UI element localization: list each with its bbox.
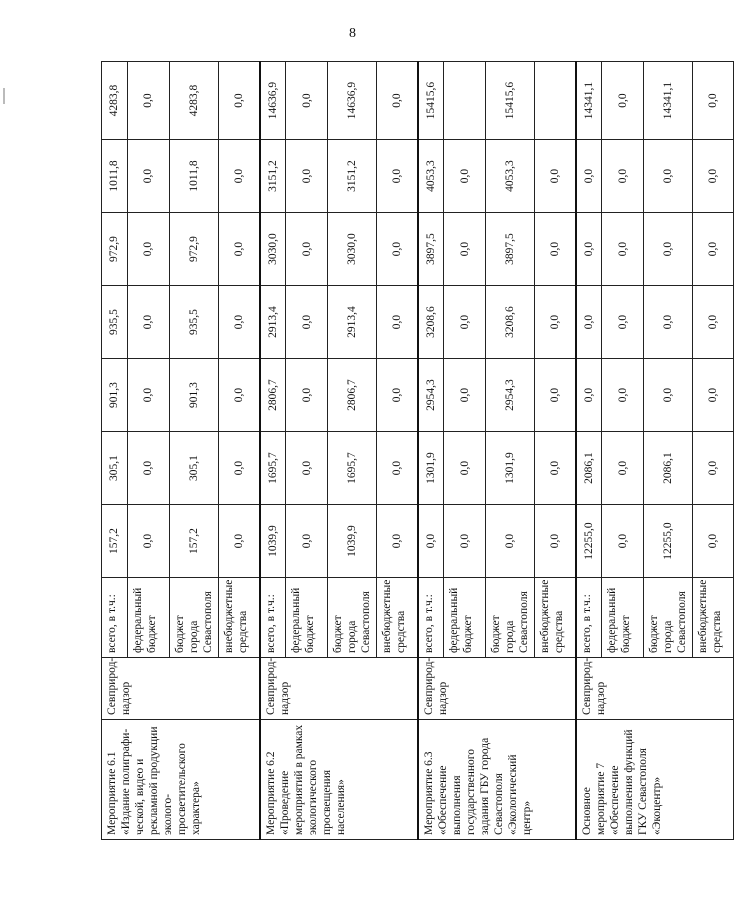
funding-source-cell: бюджет города Севастополя [644,578,693,658]
amount-cell: 0,0 [286,432,328,505]
amount-cell: 0,0 [219,432,260,505]
amount-cell: 3151,2 [328,140,377,213]
amount-cell: 3208,6 [486,286,535,359]
amount-cell: 305,1 [170,432,219,505]
amount-cell: 0,0 [576,213,602,286]
amount-cell: 0,0 [377,140,418,213]
amount-cell: 972,9 [102,213,128,286]
amount-cell: 0,0 [377,359,418,432]
amount-cell: 972,9 [170,213,219,286]
amount-cell: 0,0 [128,432,170,505]
executor-cell: Севприрод-надзор [260,658,418,720]
funding-source-cell: бюджет города Севастополя [486,578,535,658]
funding-source-cell: внебюджетные средства [219,578,260,658]
amount-cell: 14341,1 [576,62,602,140]
amount-cell: 0,0 [644,286,693,359]
amount-cell: 2806,7 [328,359,377,432]
amount-cell: 2913,4 [260,286,286,359]
amount-cell: 0,0 [693,359,734,432]
funding-source-cell: внебюджетные средства [535,578,576,658]
amount-cell: 0,0 [535,359,576,432]
amount-cell: 0,0 [444,359,486,432]
amount-cell: 3151,2 [260,140,286,213]
amount-cell: 0,0 [602,505,644,578]
amount-cell: 12255,0 [644,505,693,578]
amount-cell: 0,0 [128,286,170,359]
amount-cell: 0,0 [286,286,328,359]
margin-mark [3,88,5,104]
amount-cell: 0,0 [693,140,734,213]
amount-cell: 0,0 [377,213,418,286]
amount-cell: 0,0 [693,286,734,359]
amount-cell: 0,0 [219,140,260,213]
amount-cell: 935,5 [170,286,219,359]
amount-cell: 0,0 [286,140,328,213]
amount-cell: 0,0 [128,62,170,140]
activity-name-cell: Основное мероприятие 7 «Обеспечение выполнения функций ГКУ Севастополя «Экоцентр» [576,720,734,840]
amount-cell: 935,5 [102,286,128,359]
activity-name-cell: Мероприятие 6.2 «Проведение мероприятий в рамках экологического просвещения населения» [260,720,418,840]
amount-cell: 15415,6 [418,62,444,140]
amount-cell: 901,3 [102,359,128,432]
amount-cell: 2954,3 [418,359,444,432]
amount-cell: 2913,4 [328,286,377,359]
table-row [576,62,602,840]
amount-cell: 0,0 [286,505,328,578]
amount-cell: 0,0 [219,359,260,432]
amount-cell: 0,0 [576,359,602,432]
amount-cell: 1011,8 [102,140,128,213]
amount-cell: 0,0 [444,286,486,359]
amount-cell: 0,0 [535,286,576,359]
amount-cell: 305,1 [102,432,128,505]
rotated-table-wrapper [101,62,724,840]
amount-cell: 0,0 [377,62,418,140]
amount-cell: 3030,0 [260,213,286,286]
funding-source-cell: всего, в т.ч.: [102,578,128,658]
amount-cell: 157,2 [102,505,128,578]
amount-cell: 0,0 [602,359,644,432]
amount-cell: 3208,6 [418,286,444,359]
amount-cell: 3897,5 [418,213,444,286]
amount-cell: 0,0 [644,213,693,286]
amount-cell: 0,0 [444,213,486,286]
funding-source-cell: федеральный бюджет [444,578,486,658]
amount-cell: 0,0 [444,140,486,213]
funding-source-cell: всего, в т.ч.: [576,578,602,658]
amount-cell: 0,0 [486,505,535,578]
amount-cell: 4283,8 [170,62,219,140]
amount-cell: 3897,5 [486,213,535,286]
amount-cell: 0,0 [602,62,644,140]
amount-cell: 0,0 [602,140,644,213]
amount-cell: 0,0 [693,432,734,505]
amount-cell: 0,0 [644,140,693,213]
amount-cell: 0,0 [535,140,576,213]
funding-source-cell: федеральный бюджет [128,578,170,658]
amount-cell: 0,0 [644,359,693,432]
executor-cell: Севприрод-надзор [102,658,260,720]
funding-source-cell: бюджет города Севастополя [328,578,377,658]
table-row [418,62,444,840]
budget-table [101,61,734,840]
amount-cell: 0,0 [602,432,644,505]
amount-cell [535,62,576,140]
amount-cell: 0,0 [535,432,576,505]
amount-cell: 0,0 [602,286,644,359]
amount-cell: 0,0 [377,286,418,359]
amount-cell: 4283,8 [102,62,128,140]
amount-cell: 0,0 [602,213,644,286]
amount-cell: 0,0 [535,505,576,578]
funding-source-cell: всего, в т.ч.: [260,578,286,658]
amount-cell: 0,0 [693,62,734,140]
amount-cell: 0,0 [219,213,260,286]
amount-cell: 1301,9 [418,432,444,505]
amount-cell: 14341,1 [644,62,693,140]
amount-cell: 0,0 [128,140,170,213]
funding-source-cell: внебюджетные средства [693,578,734,658]
amount-cell [444,62,486,140]
amount-cell: 14636,9 [260,62,286,140]
amount-cell: 2954,3 [486,359,535,432]
amount-cell: 1695,7 [328,432,377,505]
amount-cell: 1039,9 [328,505,377,578]
executor-cell: Севприрод-надзор [418,658,576,720]
amount-cell: 0,0 [576,140,602,213]
funding-source-cell: федеральный бюджет [286,578,328,658]
amount-cell: 4053,3 [486,140,535,213]
table-row [102,62,128,840]
amount-cell: 157,2 [170,505,219,578]
amount-cell: 0,0 [444,432,486,505]
amount-cell: 0,0 [377,432,418,505]
amount-cell: 0,0 [219,505,260,578]
amount-cell: 1039,9 [260,505,286,578]
amount-cell: 2806,7 [260,359,286,432]
amount-cell: 0,0 [286,62,328,140]
funding-source-cell: всего, в т.ч.: [418,578,444,658]
amount-cell: 4053,3 [418,140,444,213]
amount-cell: 0,0 [576,286,602,359]
funding-source-cell: бюджет города Севастополя [170,578,219,658]
amount-cell: 0,0 [444,505,486,578]
amount-cell: 0,0 [693,213,734,286]
activity-name-cell: Мероприятие 6.3 «Обеспечение выполнения государственного задания ГБУ города Севастополя «Экологический центр» [418,720,576,840]
table-row [260,62,286,840]
amount-cell: 0,0 [219,286,260,359]
amount-cell: 0,0 [286,213,328,286]
amount-cell: 1695,7 [260,432,286,505]
activity-name-cell: Мероприятие 6.1 «Издание полиграфи-ческой, видео и рекламной продукции эколого-просветительского характера» [102,720,260,840]
amount-cell: 14636,9 [328,62,377,140]
amount-cell: 2086,1 [576,432,602,505]
amount-cell: 0,0 [377,505,418,578]
amount-cell: 0,0 [219,62,260,140]
page-number: 8 [349,26,356,41]
amount-cell: 2086,1 [644,432,693,505]
amount-cell: 0,0 [128,505,170,578]
amount-cell: 1301,9 [486,432,535,505]
amount-cell: 901,3 [170,359,219,432]
amount-cell: 0,0 [535,213,576,286]
funding-source-cell: внебюджетные средства [377,578,418,658]
funding-source-cell: федеральный бюджет [602,578,644,658]
amount-cell: 0,0 [286,359,328,432]
amount-cell: 15415,6 [486,62,535,140]
executor-cell: Севприрод-надзор [576,658,734,720]
amount-cell: 0,0 [128,213,170,286]
amount-cell: 0,0 [128,359,170,432]
amount-cell: 3030,0 [328,213,377,286]
amount-cell: 12255,0 [576,505,602,578]
amount-cell: 0,0 [418,505,444,578]
table-body [102,62,734,840]
amount-cell: 1011,8 [170,140,219,213]
amount-cell: 0,0 [693,505,734,578]
